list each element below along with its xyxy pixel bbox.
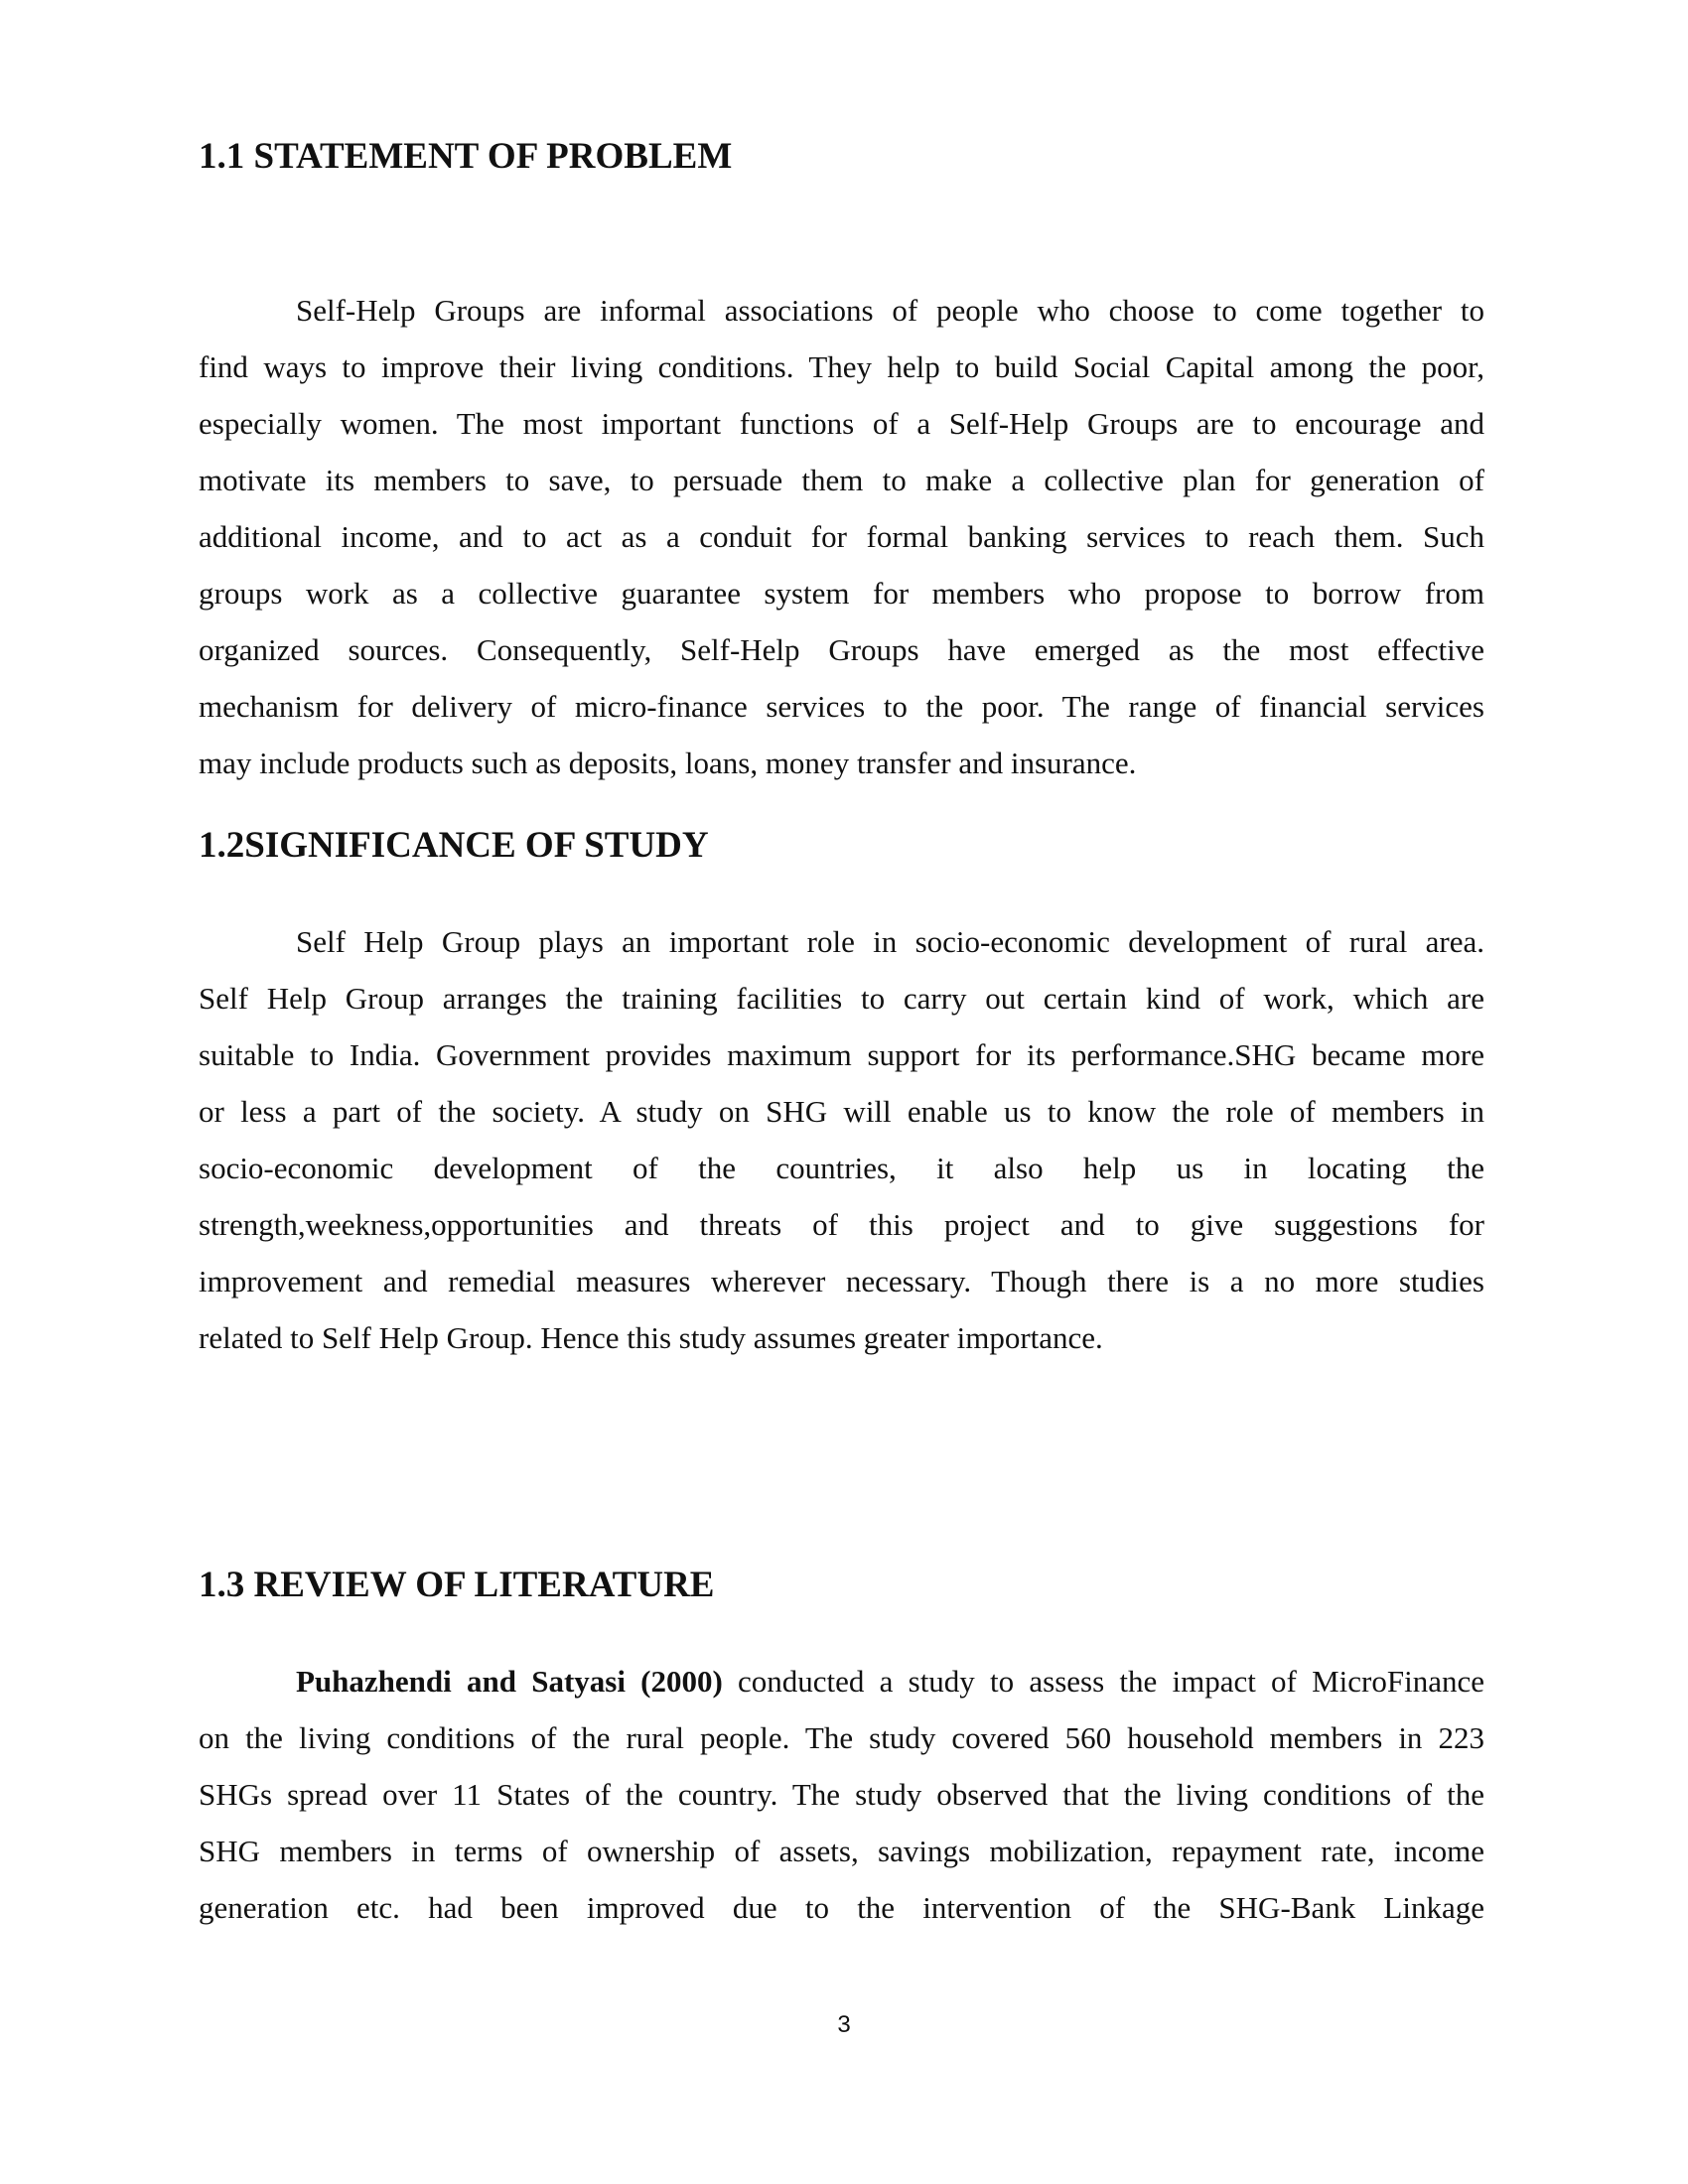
paragraph-line: socio-economic development of the countries, it also help us in locating the (199, 1151, 1484, 1185)
paragraph-line: organized sources. Consequently, Self-Help Groups have emerged as the most effective (199, 632, 1484, 667)
paragraph-line: suitable to India. Government provides maximum support for its performance.SHG became more (199, 1037, 1484, 1072)
section-heading-review-of-literature: 1.3 REVIEW OF LITERATURE (199, 1565, 715, 1605)
paragraph-line: SHG members in terms of ownership of assets, savings mobilization, repayment rate, income (199, 1834, 1484, 1868)
paragraph-line: Self-Help Groups are informal associations of people who choose to come together to (296, 293, 1484, 328)
paragraph-line: related to Self Help Group. Hence this study assumes greater importance. (199, 1320, 1103, 1355)
paragraph-line: or less a part of the society. A study on SHG will enable us to know the role of members in (199, 1094, 1484, 1129)
section-heading-statement-of-problem: 1.1 STATEMENT OF PROBLEM (199, 136, 733, 177)
paragraph-line: groups work as a collective guarantee system for members who propose to borrow from (199, 576, 1484, 611)
paragraph-line: generation etc. had been improved due to the intervention of the SHG-Bank Linkage (199, 1890, 1484, 1925)
paragraph-line: additional income, and to act as a conduit for formal banking services to reach them. Such (199, 519, 1484, 554)
paragraph-significance-of-study (199, 913, 1484, 1366)
paragraph-review-of-literature (199, 1653, 1484, 1936)
page-number: 3 (837, 2011, 851, 2038)
paragraph-line-text: conducted a study to assess the impact of MicroFinance (722, 1664, 1484, 1699)
paragraph-line: improvement and remedial measures wherever necessary. Though there is a no more studies (199, 1264, 1484, 1298)
paragraph-line: may include products such as deposits, loans, money transfer and insurance. (199, 746, 1137, 780)
paragraph-line: on the living conditions of the rural people. The study covered 560 household members in 223 (199, 1720, 1484, 1755)
paragraph-line: SHGs spread over 11 States of the country. The study observed that the living conditions of the (199, 1777, 1484, 1812)
paragraph-line: motivate its members to save, to persuade them to make a collective plan for generation of (199, 463, 1484, 497)
paragraph-line: especially women. The most important functions of a Self-Help Groups are to encourage and (199, 406, 1484, 441)
paragraph-line (199, 1653, 1484, 1709)
paragraph-line: mechanism for delivery of micro-finance services to the poor. The range of financial services (199, 689, 1484, 724)
paragraph-line: Self Help Group plays an important role in socio-economic development of rural area. (296, 924, 1484, 959)
citation-authors: Puhazhendi and Satyasi (2000) (296, 1664, 723, 1699)
paragraph-line: find ways to improve their living conditions. They help to build Social Capital among the poor, (199, 349, 1484, 384)
paragraph-line: strength,weekness,opportunities and threats of this project and to give suggestions for (199, 1207, 1484, 1242)
paragraph-line: Self Help Group arranges the training facilities to carry out certain kind of work, which are (199, 981, 1484, 1016)
section-heading-significance-of-study: 1.2SIGNIFICANCE OF STUDY (199, 825, 709, 866)
paragraph-statement-of-problem (199, 282, 1484, 791)
